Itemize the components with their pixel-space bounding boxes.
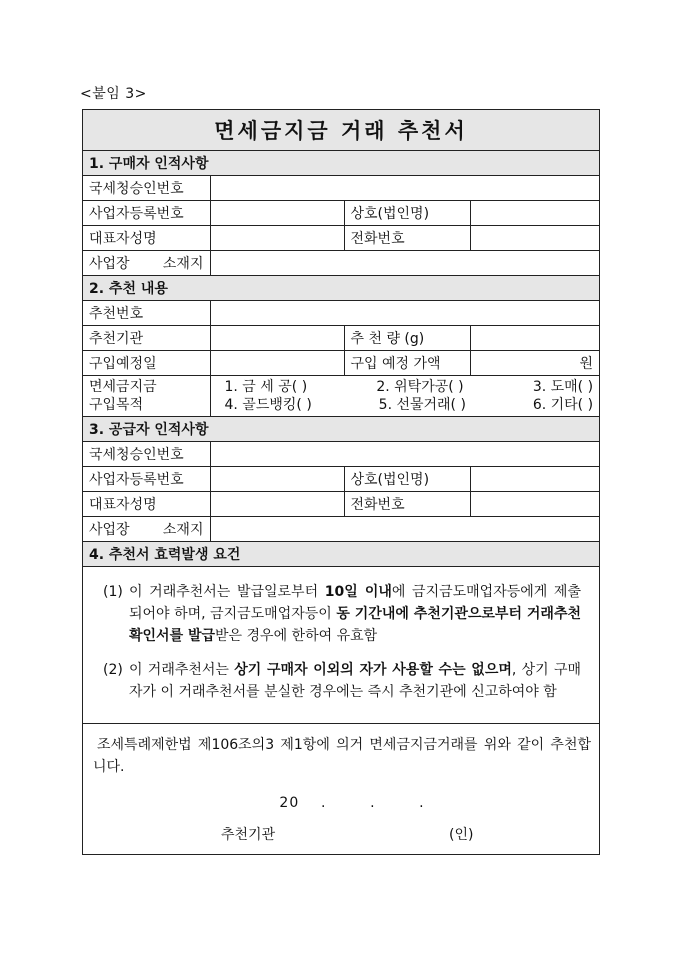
buyer-phone-field[interactable] bbox=[470, 226, 599, 251]
issue-date: 20 . . . bbox=[279, 795, 425, 811]
condition-2-text bbox=[129, 659, 581, 703]
option-wholesale[interactable]: 3. 도매( ) bbox=[532, 379, 594, 395]
recommendation-form bbox=[82, 109, 600, 855]
won-unit: 원 bbox=[579, 356, 594, 372]
validity-conditions bbox=[83, 567, 599, 724]
supplier-address-label: 사업장 소재지 bbox=[83, 517, 210, 542]
buyer-trade-name-label: 상호(법인명) bbox=[344, 201, 470, 226]
buyer-tax-approval-label: 국세청승인번호 bbox=[83, 176, 210, 201]
buyer-biz-reg-label: 사업자등록번호 bbox=[83, 201, 210, 226]
form-table bbox=[83, 151, 599, 567]
condition-1-part2: 에 금지금도매업자등에게 제출되어야 하며, 금지금도매업자등이 bbox=[129, 584, 581, 622]
rec-agency-field[interactable] bbox=[210, 326, 344, 351]
condition-1-part1: 이 거래추천서는 발급일로부터 bbox=[129, 584, 325, 600]
rec-amount-label: 추 천 량 (g) bbox=[344, 326, 470, 351]
purchase-purpose-label bbox=[83, 376, 210, 417]
supplier-representative-field[interactable] bbox=[210, 492, 344, 517]
buyer-representative-field[interactable] bbox=[210, 226, 344, 251]
condition-1-part3: 받은 경우에 한하여 유효함 bbox=[215, 628, 378, 644]
option-consignment[interactable]: 2. 위탁가공( ) bbox=[376, 379, 464, 395]
buyer-address-field[interactable] bbox=[210, 251, 599, 276]
law-statement: 조세특례제한법 제106조의3 제1항에 의거 면세금지금거래를 위와 같이 추천합니다. bbox=[93, 737, 591, 775]
section3-heading: 3. 공급자 인적사항 bbox=[83, 417, 599, 442]
buyer-representative-label: 대표자성명 bbox=[83, 226, 210, 251]
supplier-biz-reg-field[interactable] bbox=[210, 467, 344, 492]
supplier-tax-approval-label: 국세청승인번호 bbox=[83, 442, 210, 467]
rec-amount-field[interactable] bbox=[470, 326, 599, 351]
condition-2-part1: 이 거래추천서는 bbox=[129, 662, 235, 678]
condition-2-part2: , 상기 구매자가 이 거래추천서를 분실한 경우에는 즉시 추천기관에 신고하여야 함 bbox=[129, 662, 581, 700]
annex-label: <붙임 3> bbox=[80, 86, 147, 102]
condition-2-bold1: 상기 구매자 이외의 자가 사용할 수는 없으며 bbox=[234, 662, 512, 678]
buyer-trade-name-field[interactable] bbox=[470, 201, 599, 226]
buyer-address-label: 사업장 소재지 bbox=[83, 251, 210, 276]
condition-1-bold1: 10일 이내 bbox=[324, 584, 392, 600]
signature-line bbox=[93, 824, 591, 854]
condition-1-text bbox=[129, 581, 581, 647]
option-gold-banking[interactable]: 4. 골드뱅킹( ) bbox=[224, 397, 312, 413]
purchase-date-label: 구입예정일 bbox=[83, 351, 210, 376]
rec-no-label: 추천번호 bbox=[83, 301, 210, 326]
condition-1-number: (1) bbox=[103, 584, 123, 600]
supplier-trade-name-field[interactable] bbox=[470, 467, 599, 492]
buyer-biz-reg-field[interactable] bbox=[210, 201, 344, 226]
form-title: 면세금지금 거래 추천서 bbox=[83, 110, 599, 151]
condition-2 bbox=[103, 659, 581, 703]
rec-no-field[interactable] bbox=[210, 301, 599, 326]
section4-heading: 4. 추천서 효력발생 요건 bbox=[83, 542, 599, 567]
supplier-biz-reg-label: 사업자등록번호 bbox=[83, 467, 210, 492]
supplier-representative-label: 대표자성명 bbox=[83, 492, 210, 517]
agency-label: 추천기관 bbox=[221, 827, 276, 843]
supplier-tax-approval-field[interactable] bbox=[210, 442, 599, 467]
section1-heading: 1. 구매자 인적사항 bbox=[83, 151, 599, 176]
purpose-label-line1: 면세금지금 bbox=[89, 379, 157, 395]
supplier-phone-field[interactable] bbox=[470, 492, 599, 517]
rec-agency-label: 추천기관 bbox=[83, 326, 210, 351]
closing-block bbox=[83, 724, 599, 854]
condition-2-number: (2) bbox=[103, 662, 123, 678]
buyer-tax-approval-field[interactable] bbox=[210, 176, 599, 201]
supplier-trade-name-label: 상호(법인명) bbox=[344, 467, 470, 492]
condition-1-bold2: 동 기간내에 추천기관으로부터 거래추천확인서를 발급 bbox=[129, 606, 582, 644]
option-futures[interactable]: 5. 선물거래( ) bbox=[378, 397, 466, 413]
purchase-date-field[interactable] bbox=[210, 351, 344, 376]
section2-heading: 2. 추천 내용 bbox=[83, 276, 599, 301]
buyer-phone-label: 전화번호 bbox=[344, 226, 470, 251]
seal-mark: (인) bbox=[449, 827, 474, 843]
supplier-phone-label: 전화번호 bbox=[344, 492, 470, 517]
purchase-price-label: 구입 예정 가액 bbox=[344, 351, 470, 376]
purpose-label-line2: 구입목적 bbox=[89, 397, 144, 413]
purpose-options bbox=[210, 376, 599, 417]
supplier-address-field[interactable] bbox=[210, 517, 599, 542]
option-gold-craft[interactable]: 1. 금 세 공( ) bbox=[224, 379, 308, 395]
option-other[interactable]: 6. 기타( ) bbox=[532, 397, 594, 413]
purchase-price-field[interactable] bbox=[470, 351, 599, 376]
condition-1 bbox=[103, 581, 581, 647]
